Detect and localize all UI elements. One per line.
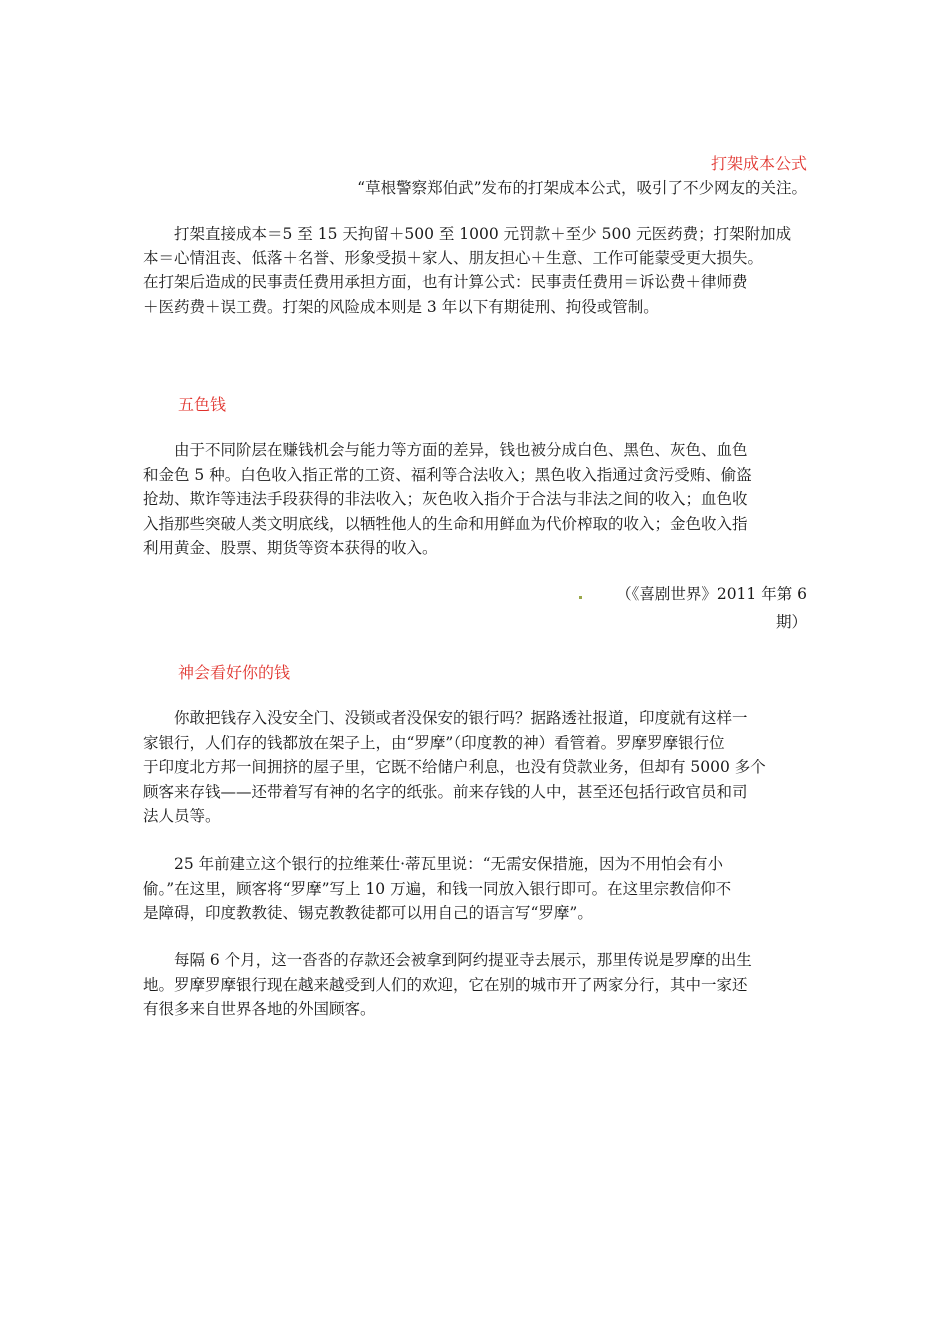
source-citation-cont: 期） bbox=[775, 613, 807, 631]
paragraph-line: 有很多来自世界各地的外国顾客。 bbox=[143, 1000, 376, 1018]
paragraph-line: 在打架后造成的民事责任费用承担方面，也有计算公式：民事责任费用＝诉讼费＋律师费 bbox=[143, 273, 748, 291]
paragraph-line: 顾客来存钱——还带着写有神的名字的纸张。前来存钱的人中，甚至还包括行政官员和司 bbox=[143, 783, 748, 801]
paragraph-line: 和金色 5 种。白色收入指正常的工资、福利等合法收入；黑色收入指通过贪污受贿、偷盗 bbox=[143, 466, 752, 484]
paragraph-line: 偷。”在这里，顾客将“罗摩”写上 10 万遍，和钱一同放入银行即可。在这里宗教信仰不 bbox=[143, 880, 732, 898]
paragraph-line: 25 年前建立这个银行的拉维莱仕·蒂瓦里说：“无需安保措施，因为不用怕会有小 bbox=[143, 855, 724, 873]
paragraph-line: 你敢把钱存入没安全门、没锁或者没保安的银行吗？据路透社报道，印度就有这样一 bbox=[143, 709, 748, 727]
section-title-fight-cost: 打架成本公式 bbox=[710, 154, 807, 173]
paragraph-line: 利用黄金、股票、期货等资本获得的收入。 bbox=[143, 539, 438, 557]
paragraph-line: 本＝心情沮丧、低落＋名誉、形象受损＋家人、朋友担心＋生意、工作可能蒙受更大损失。 bbox=[143, 249, 764, 267]
section-title-five-colors: 五色钱 bbox=[178, 395, 227, 414]
source-citation: （《喜剧世界》2011 年第 6 bbox=[616, 585, 807, 603]
section-title-god-watches-money: 神会看好你的钱 bbox=[178, 663, 291, 682]
paragraph-line: 家银行，人们存的钱都放在架子上，由“罗摩”（印度教的神）看管着。罗摩罗摩银行位 bbox=[143, 734, 725, 752]
paragraph-line: 于印度北方邦一间拥挤的屋子里，它既不给储户利息，也没有贷款业务，但却有 5000 多个 bbox=[143, 758, 766, 776]
paragraph-line: 入指那些突破人类文明底线，以牺牲他人的生命和用鲜血为代价榨取的收入；金色收入指 bbox=[143, 515, 748, 533]
paragraph-line: ＋医药费＋误工费。打架的风险成本则是 3 年以下有期徒刑、拘役或管制。 bbox=[143, 298, 659, 316]
paragraph-line: 是障碍，印度教教徒、锡克教教徒都可以用自己的语言写“罗摩”。 bbox=[143, 904, 593, 922]
paragraph-line: 抢劫、欺诈等违法手段获得的非法收入；灰色收入指介于合法与非法之间的收入；血色收 bbox=[143, 490, 748, 508]
paragraph-line: 打架直接成本＝5 至 15 天拘留＋500 至 1000 元罚款＋至少 500 元医药费；打架附加成 bbox=[143, 225, 792, 243]
paragraph-line: 地。罗摩罗摩银行现在越来越受到人们的欢迎，它在别的城市开了两家分行，其中一家还 bbox=[143, 976, 748, 994]
paragraph-line: 由于不同阶层在赚钱机会与能力等方面的差异，钱也被分成白色、黑色、灰色、血色 bbox=[143, 441, 748, 459]
paragraph-line: 每隔 6 个月，这一沓沓的存款还会被拿到阿约提亚寺去展示，那里传说是罗摩的出生 bbox=[143, 951, 752, 969]
section-subtitle: “草根警察郑伯武”发布的打架成本公式，吸引了不少网友的关注。 bbox=[357, 179, 807, 197]
paragraph-line: 法人员等。 bbox=[143, 807, 221, 825]
